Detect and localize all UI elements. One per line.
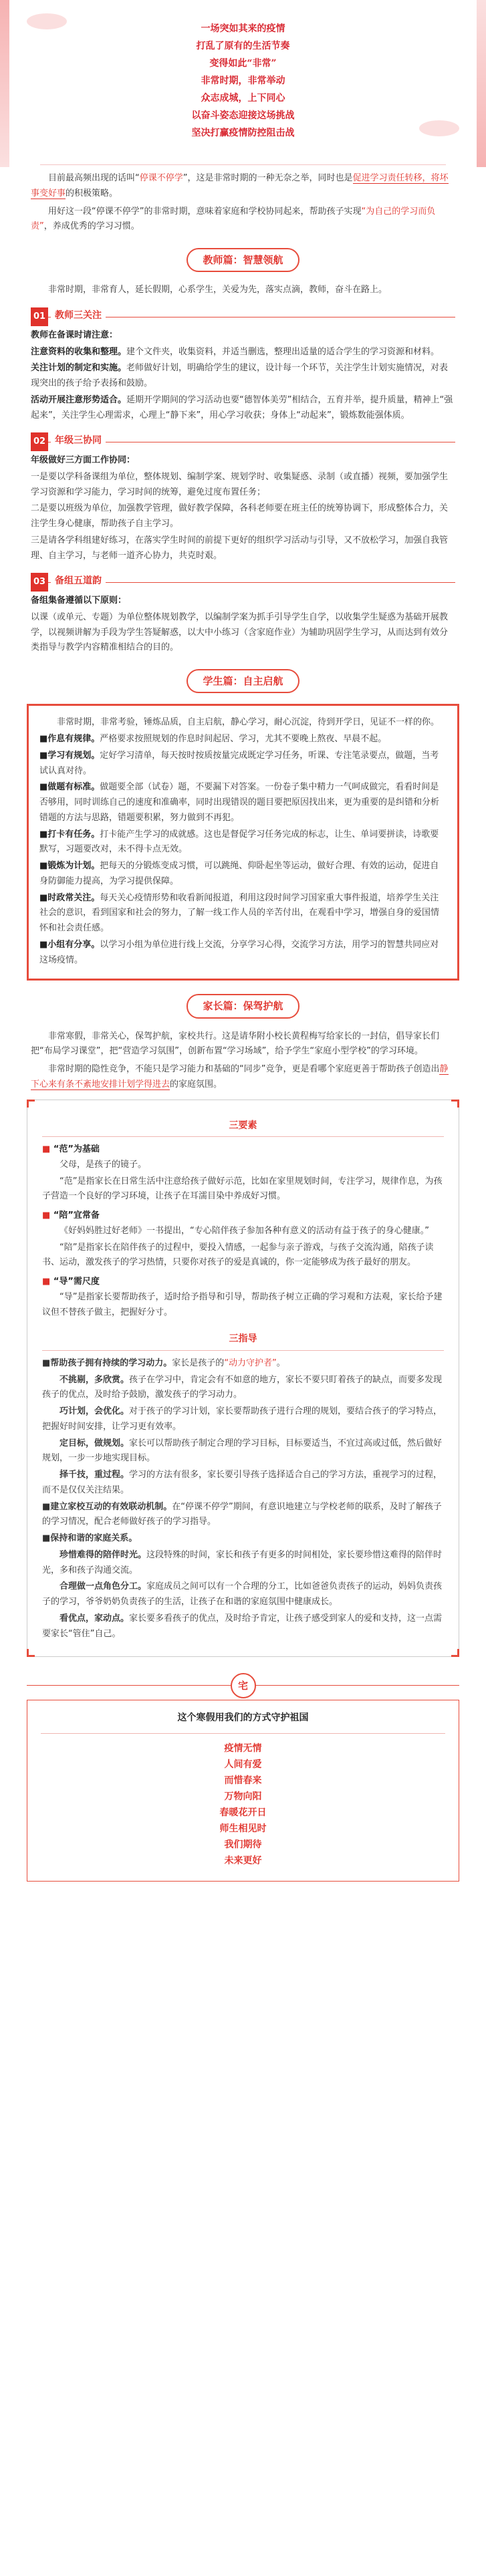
student-item-lead: ■小组有分享。 (39, 939, 100, 950)
student-item (39, 859, 447, 890)
square-bullet-icon: ■ (42, 1210, 51, 1220)
point-text: 学习的方法有很多，家长要引导孩子选择适合自己的学习方法，重视学习的过程，而不是仅仅关注结果。 (42, 1470, 443, 1495)
three-points-heading: 三指导 (42, 1331, 444, 1351)
item-rule (48, 582, 455, 583)
item-title: 年级三协同 (51, 432, 106, 449)
poem-line: 以奋斗姿态迎接这场挑战 (191, 110, 295, 121)
family-intro-span: 的家庭氛围。 (170, 1079, 223, 1089)
point-lead: 定目标，做规划。 (59, 1438, 130, 1448)
item-title: 教师三关注 (51, 307, 106, 324)
item-text: 一是要以学科备课组为单位，整体规划、编制学案、规划学时、收集疑惑、录制（或直播）视频，要加强学生学习资源和学习能力，学习时间的统筹，避免过度布置任务； (31, 471, 449, 497)
student-item-text: 每天关心疫情形势和收看新闻报道，利用这段时间学习国家重大事件报道，培养学生关注社会的意识，看到国家和社会的努力，了解一线工作人员的辛苦付出，在观看中学习，增强自身的爱国情怀和社会责任感。 (39, 892, 440, 933)
intro-paragraph (31, 205, 455, 235)
student-item (39, 938, 447, 969)
three-elements-heading: 三要素 (42, 1118, 444, 1138)
teacher-intro-text: 非常时期，非常育人，延长假期，心系学生，关爱为先，落实点滴，教师，奋斗在路上。 (48, 285, 388, 295)
point-text: 对于孩子的学习计划，家长要帮助孩子进行合理的规划，要结合孩子的学习特点，把握好时间安排，让学习更有效率。 (42, 1406, 443, 1432)
student-item-lead: ■学习有规划。 (39, 750, 100, 761)
student-item-text: 打卡能产生学习的成就感。这也是督促学习任务完成的标志，让生、单词要拼读，诗歌要默写，习题要改对，未不得卡点无效。 (39, 829, 439, 855)
item-paragraph (31, 393, 455, 424)
point-text: 家长是孩子的 (172, 1358, 225, 1368)
student-item (39, 749, 447, 779)
item-lead: 关注计划的制定和实施。 (31, 363, 127, 374)
element-paragraph: 《好妈妈胜过好老师》一书提出，“专心陪伴孩子参加各种有意义的活动有益于孩子的身心健康。” (59, 1225, 429, 1236)
intro (0, 167, 486, 235)
student-item-text: 以学习小组为单位进行线上交流，分享学习心得，交流学习方法，用学习的智慧共同应对这场疫情。 (39, 939, 439, 965)
corner-decoration (27, 1649, 35, 1657)
home-box (27, 1700, 459, 1882)
student-item-lead: ■做题有标准。 (39, 782, 100, 793)
section-title-text: 教师篇：智慧领航 (187, 248, 299, 272)
intro-highlight: 停课不停学 (139, 173, 183, 183)
point-lead: ■建立家校互动的有效联动机制。 (42, 1501, 172, 1512)
teacher-intro (0, 283, 486, 298)
home-line: 万物向阳 (224, 1791, 262, 1802)
teacher-item (0, 432, 486, 563)
corner-decoration (451, 1649, 459, 1657)
point-paragraph (42, 1356, 444, 1372)
student-intro: 非常时期，非常考验，锤炼品质，自主启航，静心学习，耐心沉淀，待到开学日，见证不一样的你。 (57, 717, 440, 728)
student-item (39, 780, 447, 825)
poem (0, 20, 486, 142)
family-intro (0, 1029, 486, 1093)
home-line: 疫情无情 (224, 1743, 262, 1754)
intro-highlight: “为自己的学习而负责” (31, 206, 436, 232)
point-lead: ■保持和谐的家庭关系。 (42, 1533, 138, 1543)
point-lead: 合理做一点角色分工。 (59, 1581, 147, 1592)
square-bullet-icon: ■ (42, 1144, 51, 1154)
poem-line: 变得如此“非常” (209, 58, 277, 69)
poem-line: 打乱了原有的生活节奏 (196, 41, 290, 51)
home-badge: 宅 (231, 1673, 256, 1698)
section-title-text: 学生篇：自主启航 (187, 669, 299, 693)
element-paragraph: “导”是指家长要帮助孩子，适时给予指导和引导，帮助孩子树立正确的学习观和方法观，家长给予建议但不替孩子做主，把握好分寸。 (42, 1291, 443, 1317)
family-box (27, 1100, 459, 1658)
student-item-text: 做题要全部（试卷）题，不要漏下对答案。一份卷子集中精力一气呵成做完，看看时间是否够用，同时训练自己的速度和准确率，同时出现错误的题目要把原因找出来，更为重要的是纠错和分析错题的方法与思路，错题要积累，努力做到不再犯。 (39, 782, 440, 823)
element-heading-text: “导”需尺度 (53, 1277, 100, 1287)
element-heading (42, 1275, 444, 1290)
item-text: 以课（或单元、专题）为单位整体规划教学，以编制学案为抓手引导学生自学，以收集学生疑惑为基础开展教学，以视频讲解为手段为学生答疑解惑，以大中小练习（含家庭作业）为辅助巩固学生学习，从而达到有效分类指导与教学内容精准相结合的目的。 (31, 612, 449, 653)
item-lead: 活动开展注意形势适合。 (31, 394, 127, 405)
point-paragraph (42, 1500, 444, 1531)
item-lead: 年级做好三方面工作协同： (31, 455, 136, 465)
point-lead: ■帮助孩子拥有持续的学习动力。 (42, 1358, 172, 1368)
student-item-lead: ■时政常关注。 (39, 892, 100, 903)
point-paragraph (42, 1579, 444, 1610)
item-paragraph (31, 501, 455, 532)
item-lead: 备组集备遵循以下原则： (31, 596, 127, 606)
point-text: 这段特殊的时间，家长和孩子有更多的时间相处，家长要珍惜这难得的陪伴时光，多和孩子沟通交流。 (42, 1549, 443, 1575)
home-header (0, 1670, 486, 1700)
home-line: 人间有爱 (224, 1759, 262, 1770)
item-paragraph (31, 453, 455, 469)
student-item-text: 严格要求按照规划的作息时间起居、学习，尤其不要晚上熬夜、早晨不起。 (100, 734, 387, 744)
intro-text: ，养成优秀的学习习惯。 (43, 221, 140, 232)
item-lead: 注意资料的收集和整理。 (31, 346, 127, 357)
item-text: 老师做好计划，明确给学生的建议，设计每一个环节，关注学生计划实施情况，对表现突出的孩子给予表扬和鼓励。 (31, 363, 449, 388)
intro-text: 的积极策略。 (66, 188, 118, 199)
family-intro-text: 非常寒假，非常关心，保驾护航，家校共行。这是请华附小校长黄程梅写给家长的一封信，倡导家长们把“布局学习课堂”，把“营造学习氛围”，创新布置“学习场域”，给予学生“家庭小型学校”的学习环境。 (31, 1031, 440, 1057)
item-paragraph (31, 361, 455, 392)
point-text: 在“停课不停学”期间，有意识地建立与学校老师的联系，及时了解孩子的学习情况，配合老师做好孩子的学习指导。 (42, 1501, 442, 1527)
item-paragraph (31, 345, 455, 360)
corner-decoration (27, 1100, 35, 1108)
intro-text: 目前最高频出现的话叫“ (48, 173, 140, 183)
item-number: 01 (31, 307, 48, 326)
item-text: 三是请各学科组建好练习，在落实学生时间的前提下更好的组织学习活动与引导，又不放松学习，加强自我管理、自主学习，与老师一道齐心协力，共克时艰。 (31, 535, 449, 561)
point-paragraph (42, 1531, 444, 1547)
intro-text: 用好这一段“停课不停学”的非常时期，意味着家庭和学校协同起来，帮助孩子实现 (48, 206, 362, 217)
point-paragraph (42, 1548, 444, 1579)
point-lead: 巧计划，会优化。 (59, 1406, 130, 1416)
element-heading-text: “范”为基础 (53, 1144, 100, 1154)
point-paragraph (42, 1612, 444, 1642)
point-text: 孩子在学习中，肯定会有不如意的地方，家长不要只盯着孩子的缺点，而要多发现孩子的优点，及时给予鼓励，激发孩子的学习动力。 (42, 1374, 443, 1400)
family-section-title (0, 994, 486, 1018)
item-text: 延期开学期间的学习活动也要“德智体美劳”相结合，五育并举，提升质量，精神上“强起来”，关注学生心理需求，心理上“静下来”，用心学习收获；身体上“动起来”，锻炼数能强体质。 (31, 394, 453, 420)
element-paragraph: “陪”是指家长在陪伴孩子的过程中，要投入情感，一起参与亲子游戏，与孩子交流沟通，陪孩子读书、运动，激发孩子的学习热情，只要你对孩子的爱是真诚的，你一定能够成为孩子最好的朋友。 (42, 1242, 434, 1268)
point-text: 家长要多看孩子的优点，及时给予肯定，让孩子感受到家人的爱和支持，这一点需要家长“管住”自己。 (42, 1613, 443, 1639)
poem-line: 众志成城，上下同心 (201, 93, 285, 104)
family-intro-text (31, 1062, 455, 1093)
banner-divider (40, 164, 446, 165)
item-body (0, 324, 486, 424)
poem-line: 坚决打赢疫情防控阻击战 (191, 128, 295, 138)
poem-line: 一场突如其来的疫情 (201, 23, 285, 34)
item-body (0, 590, 486, 656)
element-heading (42, 1208, 444, 1224)
item-paragraph (31, 470, 455, 501)
item-number: 03 (31, 573, 48, 592)
square-bullet-icon: ■ (42, 1277, 51, 1287)
item-paragraph (31, 594, 455, 609)
home-line: 未来更好 (224, 1855, 262, 1866)
teacher-item (0, 573, 486, 656)
point-paragraph (42, 1436, 444, 1467)
student-item-lead: ■作息有规律。 (39, 734, 100, 744)
point-lead: 看优点，家动点。 (59, 1613, 130, 1624)
point-highlight: “动力守护者” (224, 1358, 277, 1368)
student-item (39, 827, 447, 858)
element-heading-text: “陪”宜常备 (53, 1210, 100, 1220)
student-box (27, 704, 459, 981)
item-paragraph (31, 610, 455, 656)
student-item-text: 把每天的分锻炼变成习惯，可以跳绳、仰卧起坐等运动，做好合理、有效的运动，促进自身防御能力提高，为学习提供保障。 (39, 861, 439, 886)
item-number: 02 (31, 432, 48, 451)
element-paragraph: 父母，是孩子的镜子。 (59, 1159, 147, 1170)
element-heading (42, 1142, 444, 1158)
item-text: 二是要以班级为单位，加强教学管理，做好教学保障，各科老师要在班主任的统筹协调下，形成整体合力，关注学生身心健康，帮助孩子自主学习。 (31, 503, 449, 529)
student-item-text: 定好学习清单，每天按时按质按量完成既定学习任务，听课、专注笔录要点，做题，当考试认真对待。 (39, 750, 439, 776)
intro-text: ”，这是非常时期的一种无奈之举，同时也是 (183, 173, 353, 183)
page-footer-space (0, 1882, 486, 1908)
point-paragraph (42, 1373, 444, 1404)
section-title-text: 家长篇：保驾护航 (187, 994, 299, 1018)
family-intro-highlight: 静下心来有条不紊地安排计划学得进去 (31, 1064, 449, 1089)
item-paragraph (31, 328, 455, 344)
point-paragraph (42, 1404, 444, 1435)
home-line: 师生相见时 (219, 1823, 267, 1834)
family-intro-span: 非常时期的隐性竞争，不能只是学习能力和基础的“同步”竞争，更是看哪个家庭更善于帮助孩子创造出 (48, 1064, 440, 1074)
element-paragraph: “范”是指家长在日常生活中注意给孩子做好示范，比如在家里规划时间，专注学习，规律作息，为孩子营造一个良好的学习环境，让孩子在耳濡目染中养成好习惯。 (42, 1176, 443, 1202)
point-lead: 不挑剔，多欣赏。 (59, 1374, 130, 1385)
home-line: 我们期待 (224, 1839, 262, 1850)
item-paragraph (31, 533, 455, 564)
point-paragraph (42, 1468, 444, 1499)
student-section-title (0, 669, 486, 693)
teacher-section-title (0, 248, 486, 272)
teacher-item (0, 307, 486, 423)
intro-paragraph (31, 171, 455, 202)
point-lead: 择千技，重过程。 (59, 1470, 130, 1480)
student-item-lead: ■打卡有任务。 (39, 829, 100, 840)
home-title: 这个寒假用我们的方式守护祖国 (41, 1710, 445, 1734)
home-line: 春暖花开日 (219, 1807, 267, 1818)
student-item (39, 891, 447, 936)
item-lead: 教师在备课时请注意： (31, 330, 118, 340)
intro-highlight: 促进学习责任转移，将坏事变好事 (31, 173, 449, 199)
point-text: 。 (276, 1358, 285, 1368)
student-item-lead: ■锻炼为计划。 (39, 861, 100, 871)
poem-line: 非常时期，非常举动 (201, 76, 285, 86)
poem-banner (0, 0, 486, 167)
home-line: 而惜春来 (224, 1775, 262, 1786)
item-title: 备组五道韵 (51, 573, 106, 590)
point-text: 家庭成员之间可以有一个合理的分工，比如爸爸负责孩子的运动，妈妈负责孩子的学习，爷爷奶奶负责孩子的生活，让孩子在和谐的家庭氛围中健康成长。 (42, 1581, 443, 1607)
item-body (0, 449, 486, 563)
item-text: 建个文件夹，收集资料，并适当删选，整理出适量的适合学生的学习资源和材料。 (126, 346, 440, 357)
corner-decoration (451, 1100, 459, 1108)
point-text: 家长可以帮助孩子制定合理的学习目标，目标要适当，不宜过高或过低，然后做好规划，一步一步地实现目标。 (42, 1438, 443, 1464)
student-item (39, 732, 447, 747)
point-lead: 珍惜难得的陪伴时光。 (59, 1549, 147, 1560)
